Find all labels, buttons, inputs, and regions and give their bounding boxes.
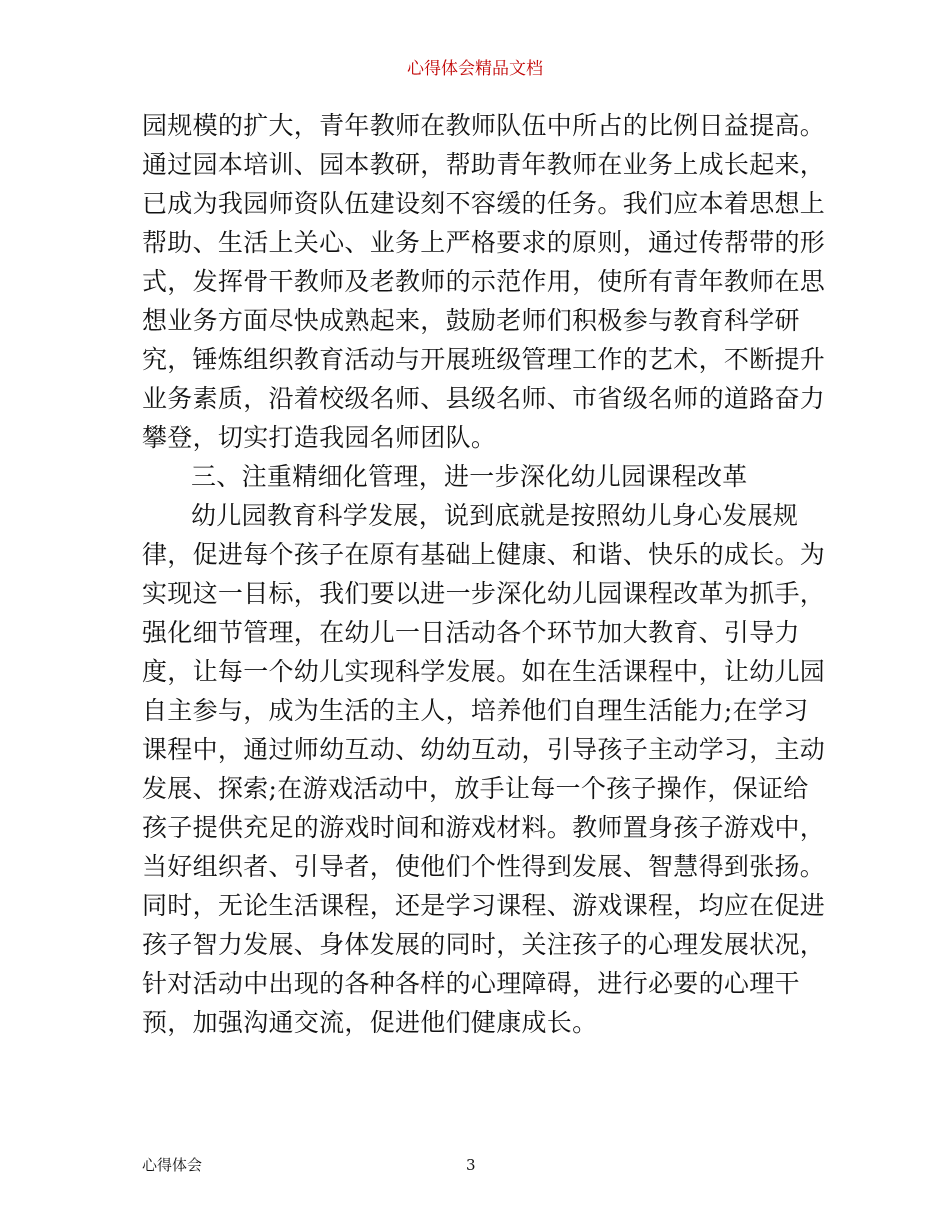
body-line: 强化细节管理，在幼儿一日活动各个环节加大教育、引导力: [142, 618, 800, 647]
body-line: 帮助、生活上关心、业务上严格要求的原则，通过传帮带的形: [142, 228, 826, 257]
body-line: 预，加强沟通交流，促进他们健康成长。: [142, 1008, 598, 1037]
body-line: 想业务方面尽快成熟起来，鼓励老师们积极参与教育科学研: [142, 306, 800, 335]
footer-label: 心得体会: [142, 1156, 203, 1174]
body-line: 发展、探索;在游戏活动中，放手让每一个孩子操作，保证给: [142, 774, 809, 803]
body-line: 当好组织者、引导者，使他们个性得到发展、智慧得到张扬。: [142, 852, 826, 881]
body-line: 究，锤炼组织教育活动与开展班级管理工作的艺术，不断提升: [142, 345, 826, 374]
body-line: 已成为我园师资队伍建设刻不容缓的任务。我们应本着思想上: [142, 189, 826, 218]
body-line: 同时，无论生活课程，还是学习课程、游戏课程，均应在促进: [142, 891, 826, 920]
body-line: 业务素质，沿着校级名师、县级名师、市省级名师的道路奋力: [142, 384, 826, 413]
body-line: 孩子提供充足的游戏时间和游戏材料。教师置身孩子游戏中，: [142, 813, 826, 842]
body-line: 律，促进每个孩子在原有基础上健康、和谐、快乐的成长。为: [142, 540, 826, 569]
section-heading: 三、注重精细化管理，进一步深化幼儿园课程改革: [191, 462, 748, 491]
body-line: 自主参与，成为生活的主人，培养他们自理生活能力;在学习: [142, 696, 809, 725]
body-line: 幼儿园教育科学发展，说到底就是按照幼儿身心发展规: [191, 501, 799, 530]
body-line: 孩子智力发展、身体发展的同时，关注孩子的心理发展状况，: [142, 930, 826, 959]
body-line: 针对活动中出现的各种各样的心理障碍，进行必要的心理干: [142, 969, 800, 998]
body-line: 实现这一目标，我们要以进一步深化幼儿园课程改革为抓手，: [142, 579, 826, 608]
body-line: 园规模的扩大，青年教师在教师队伍中所占的比例日益提高。: [142, 111, 826, 140]
body-line: 式，发挥骨干教师及老教师的示范作用，使所有青年教师在思: [142, 267, 826, 296]
body-line: 通过园本培训、园本教研，帮助青年教师在业务上成长起来，: [142, 150, 826, 179]
page-header-title: 心得体会精品文档: [407, 59, 543, 79]
body-line: 攀登，切实打造我园名师团队。: [142, 423, 497, 452]
body-line: 课程中，通过师幼互动、幼幼互动，引导孩子主动学习，主动: [142, 735, 826, 764]
page-number: 3: [466, 1156, 476, 1174]
document-body: [142, 106, 826, 1042]
body-line: 度，让每一个幼儿实现科学发展。如在生活课程中，让幼儿园: [142, 657, 826, 686]
